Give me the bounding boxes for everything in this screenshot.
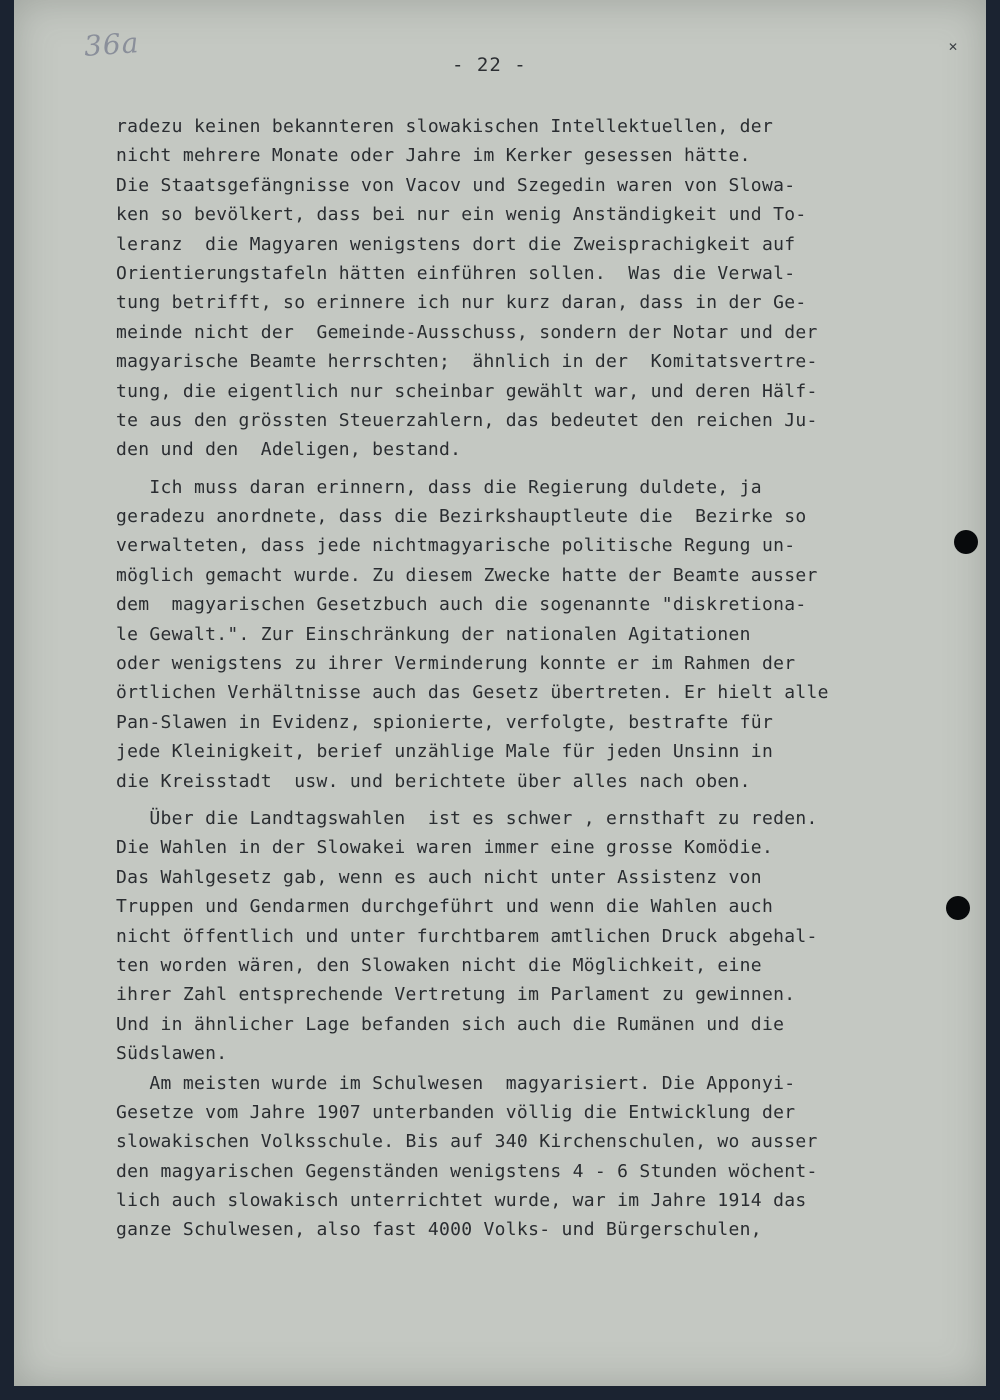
corner-mark-icon: ✕	[948, 40, 959, 54]
text-line: die Kreisstadt usw. und berichtete über alles nach oben.	[116, 770, 751, 792]
text-line: Die Wahlen in der Slowakei waren immer eine grosse Komödie.	[116, 837, 774, 859]
text-line: te aus den grössten Steuerzahlern, das bedeutet den reichen Ju-	[116, 409, 818, 431]
text-line: ten worden wären, den Slowaken nicht die Möglichkeit, eine	[116, 954, 762, 976]
text-line: möglich gemacht wurde. Zu diesem Zwecke hatte der Beamte ausser	[116, 564, 818, 586]
paragraph-first-line: Ich muss daran erinnern, dass die Regierung duldete, ja	[116, 476, 762, 498]
text-line: le Gewalt.". Zur Einschränkung der nationalen Agitationen	[116, 623, 751, 645]
text-line: lich auch slowakisch unterrichtet wurde, war im Jahre 1914 das	[116, 1190, 807, 1212]
text-line: leranz die Magyaren wenigstens dort die Zweisprachigkeit auf	[116, 233, 796, 255]
paragraph-first-line: Am meisten wurde im Schulwesen magyarisiert. Die Apponyi-	[116, 1072, 796, 1094]
text-line: Und in ähnlicher Lage befanden sich auch die Rumänen und die	[116, 1013, 785, 1035]
text-line: Truppen und Gendarmen durchgeführt und wenn die Wahlen auch	[116, 896, 774, 918]
text-line: ken so bevölkert, dass bei nur ein wenig Anständigkeit und To-	[116, 204, 807, 226]
text-line: oder wenigstens zu ihrer Verminderung konnte er im Rahmen der	[116, 653, 796, 675]
text-line: tung, die eigentlich nur scheinbar gewählt war, und deren Hälf-	[116, 380, 818, 402]
punch-hole	[946, 896, 970, 920]
text-line: dem magyarischen Gesetzbuch auch die sogenannte "diskretiona-	[116, 594, 807, 616]
text-line: Das Wahlgesetz gab, wenn es auch nicht unter Assistenz von	[116, 866, 762, 888]
text-line: verwalteten, dass jede nichtmagyarische politische Regung un-	[116, 535, 796, 557]
text-line: jede Kleinigkeit, berief unzählige Male für jeden Unsinn in	[116, 741, 774, 763]
text-line: slowakischen Volksschule. Bis auf 340 Kirchenschulen, wo ausser	[116, 1131, 818, 1153]
text-line: Orientierungstafeln hätten einführen sollen. Was die Verwal-	[116, 262, 796, 284]
text-line: magyarische Beamte herrschten; ähnlich in der Komitatsvertre-	[116, 351, 818, 373]
text-line: tung betrifft, so erinnere ich nur kurz daran, dass in der Ge-	[116, 292, 807, 314]
text-line: Die Staatsgefängnisse von Vacov und Szegedin waren von Slowa-	[116, 174, 796, 196]
document-page	[14, 0, 986, 1386]
text-line: meinde nicht der Gemeinde-Ausschuss, sondern der Notar und der	[116, 321, 818, 343]
text-line: den und den Adeligen, bestand.	[116, 439, 462, 461]
punch-hole	[954, 530, 978, 554]
text-line: Gesetze vom Jahre 1907 unterbanden völlig die Entwicklung der	[116, 1101, 796, 1123]
text-line: ganze Schulwesen, also fast 4000 Volks- und Bürgerschulen,	[116, 1219, 762, 1241]
paragraph-first-line: Über die Landtagswahlen ist es schwer , ernsthaft zu reden.	[116, 807, 818, 829]
handwritten-page-note: 36a	[82, 26, 141, 63]
text-line: nicht mehrere Monate oder Jahre im Kerker gesessen hätte.	[116, 145, 751, 167]
text-line: Südslawen.	[116, 1043, 228, 1065]
text-line: den magyarischen Gegenständen wenigstens 4 - 6 Stunden wöchent-	[116, 1160, 818, 1182]
text-line: ihrer Zahl entsprechende Vertretung im Parlament zu gewinnen.	[116, 984, 796, 1006]
typewritten-body	[116, 112, 916, 1245]
page-number: - 22 -	[452, 54, 527, 76]
text-line: nicht öffentlich und unter furchtbarem amtlichen Druck abgehal-	[116, 925, 818, 947]
text-line: Pan-Slawen in Evidenz, spionierte, verfolgte, bestrafte für	[116, 711, 774, 733]
text-line: örtlichen Verhältnisse auch das Gesetz übertreten. Er hielt alle	[116, 682, 829, 704]
text-line: radezu keinen bekannteren slowakischen Intellektuellen, der	[116, 116, 774, 137]
text-line: geradezu anordnete, dass die Bezirkshauptleute die Bezirke so	[116, 506, 807, 528]
